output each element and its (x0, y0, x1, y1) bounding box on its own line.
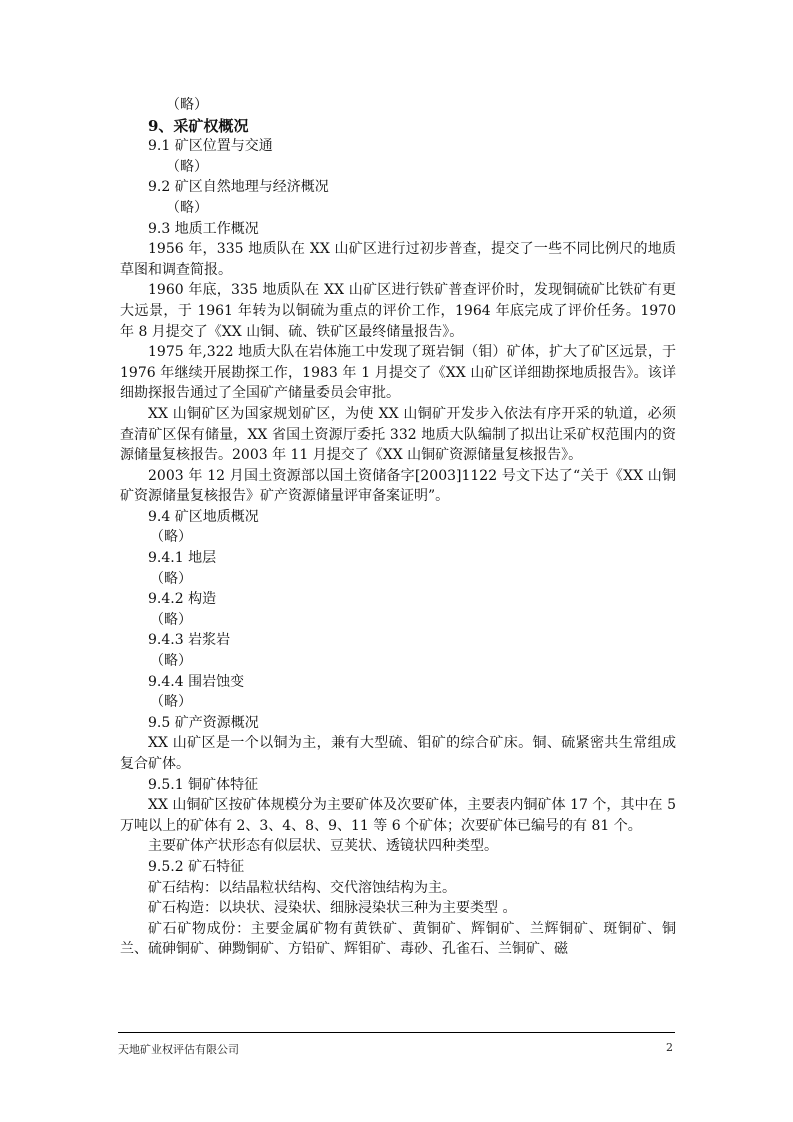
paragraph: 1960 年底，335 地质队在 XX 山矿区进行铁矿普查评价时，发现铜硫矿比铁矿有更大远景，于 1961 年转为以铜硫为重点的评价工作，1964 年底完成了评价任务。1970 年 8 月提交了《XX 山铜、硫、铁矿区最终储量报告》。 (120, 282, 676, 340)
subsection-heading: 9.4 矿区地质概况 (148, 508, 259, 525)
document-body (120, 95, 676, 960)
subsection-heading: 9.5.2 矿石特征 (148, 858, 245, 875)
omitted-note: （略） (150, 694, 192, 711)
subsection-heading: 9.5 矿产资源概况 (148, 714, 259, 731)
subsection-heading: 9.1 矿区位置与交通 (148, 138, 273, 155)
subsection-heading: 9.4.4 围岩蚀变 (148, 673, 245, 690)
subsection-heading: 9.5.1 铜矿体特征 (148, 776, 259, 793)
subsection-heading: 9.2 矿区自然地理与经济概况 (148, 179, 329, 196)
omitted-note: （略） (150, 611, 192, 628)
subsection-heading: 9.4.2 构造 (148, 591, 217, 608)
omitted-note: （略） (150, 653, 192, 670)
section-heading: 9、采矿权概况 (148, 116, 249, 135)
paragraph: XX 山铜矿区按矿体规模分为主要矿体及次要矿体，主要表内铜矿体 17 个，其中在 5 万吨以上的矿体有 2、3、4、8、9、11 等 6 个矿体；次要矿体已编号的有 81 个。 (120, 797, 676, 834)
page-number: 2 (666, 1041, 673, 1054)
omitted-note: （略） (166, 199, 208, 216)
subsection-heading: 9.4.3 岩浆岩 (148, 632, 231, 649)
footer-divider (118, 1032, 675, 1033)
paragraph: 1975 年,322 地质大队在岩体施工中发现了斑岩铜（钼）矿体，扩大了矿区远景，于 1976 年继续开展勘探工作，1983 年 1 月提交了《XX 山矿区详细勘探地质报告》。该详细勘探报告通过了全国矿产储量委员会审批。 (120, 344, 676, 402)
subsection-heading: 9.4.1 地层 (148, 550, 217, 567)
paragraph: 矿石结构：以结晶粒状结构、交代溶蚀结构为主。 (148, 879, 456, 896)
omitted-note: （略） (166, 97, 208, 113)
footer-company: 天地矿业权评估有限公司 (118, 1043, 239, 1056)
paragraph: 2003 年 12 月国土资源部以国土资储备字[2003]1122 号文下达了“关于《XX 山铜矿资源储量复核报告》矿产资源储量评审备案证明”。 (120, 467, 676, 505)
omitted-note: （略） (150, 529, 192, 546)
paragraph: XX 山矿区是一个以铜为主，兼有大型硫、钼矿的综合矿床。铜、硫紧密共生常组成复合矿体。 (120, 735, 676, 772)
paragraph: XX 山铜矿区为国家规划矿区，为使 XX 山铜矿开发步入依法有序开采的轨道，必须查清矿区保有储量，XX 省国土资源厅委托 332 地质大队编制了拟出让采矿权范围内的资源储量复核报告。2003 年 11 月提交了《XX 山铜矿资源储量复核报告》。 (120, 405, 676, 464)
paragraph: 矿石矿物成份：主要金属矿物有黄铁矿、黄铜矿、辉铜矿、兰辉铜矿、斑铜矿、铜兰、硫砷铜矿、砷黝铜矿、方铅矿、辉钼矿、毒砂、孔雀石、兰铜矿、磁 (120, 920, 676, 958)
subsection-heading: 9.3 地质工作概况 (148, 220, 259, 237)
omitted-note: （略） (166, 158, 208, 175)
paragraph: 主要矿体产状形态有似层状、豆荚状、透镜状四种类型。 (148, 838, 498, 855)
omitted-note: （略） (150, 570, 192, 587)
paragraph: 矿石构造：以块状、浸染状、细脉浸染状三种为主要类型 。 (148, 900, 517, 917)
paragraph: 1956 年，335 地质队在 XX 山矿区进行过初步普查，提交了一些不同比例尺的地质草图和调查简报。 (120, 241, 676, 278)
